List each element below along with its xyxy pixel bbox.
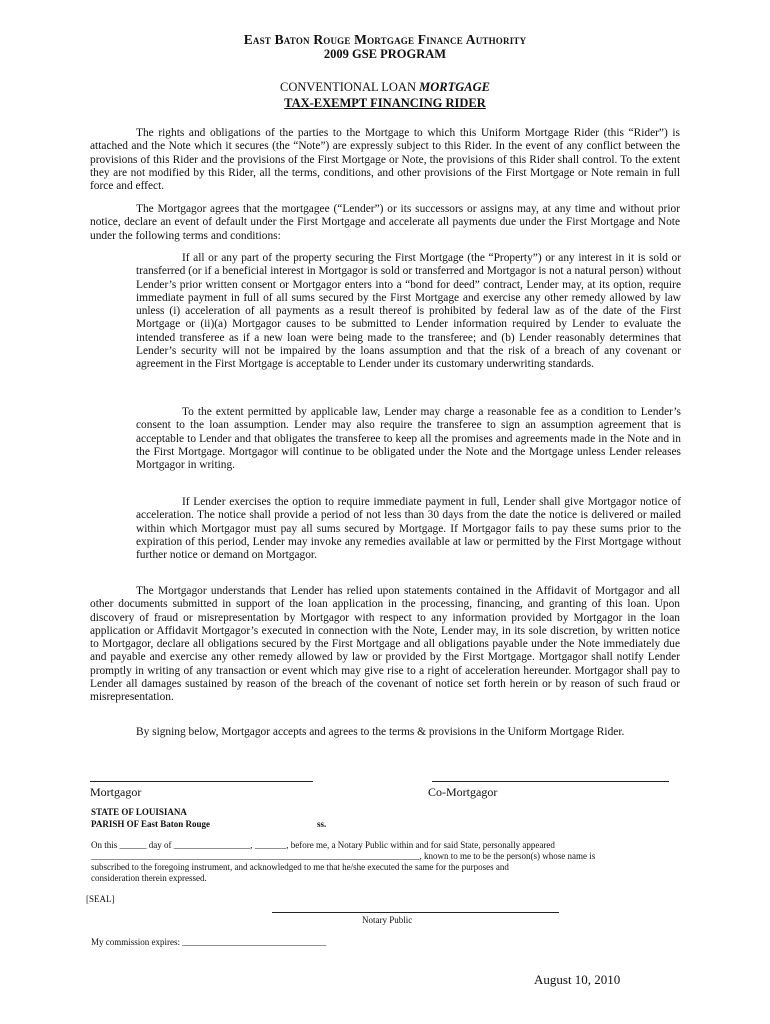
co-mortgagor-label: Co-Mortgagor	[428, 785, 498, 799]
authority-title: East Baton Rouge Mortgage Finance Authority	[243, 32, 527, 47]
notary-signature-line[interactable]	[272, 912, 559, 913]
notary-public-label: Notary Public	[362, 915, 413, 925]
notary-state: STATE OF LOUISIANA	[91, 807, 187, 817]
notary-text-line-4: consideration therein expressed.	[91, 873, 207, 883]
paragraph-assumption-fee: To the extent permitted by applicable law, Lender may charge a reasonable fee as a condition to Lender’s consent to the loan assumption. Lender may also require the transferee to sign an assumption agreement that is acceptable to Lender and that obligates the transferee to keep all the promises and agreements made in the Note and in the First Mortgage. Mortgagor will continue to be obligated under the Note and the Mortgage unless Lender releases Mortgagor in writing.	[136, 406, 681, 472]
notary-text-line-3: subscribed to the foregoing instrument, and acknowledged to me that he/she executed the same for the purposes and	[91, 862, 509, 872]
notary-parish: PARISH OF East Baton Rouge	[91, 819, 211, 829]
loan-type-italic: MORTGAGE	[419, 80, 490, 94]
program-title: 2009 GSE PROGRAM	[323, 47, 447, 61]
seal-label: [SEAL]	[86, 894, 115, 904]
paragraph-signing: By signing below, Mortgagor accepts and agrees to the terms & provisions in the Uniform Mortgage Rider.	[136, 726, 625, 738]
paragraph-rights: The rights and obligations of the parties to the Mortgage to which this Uniform Mortgage Rider (this “Rider”) is attached and the Note which it secures (the “Note”) are expressly subject to this Rider. In the event of any conflict between the provisions of this Rider and the provisions of the First Mortgage or Note, the provisions of this Rider shall control. To the extent they are not modified by this Rider, all the terms, conditions, and other provisions of the First Mortgage or Note remain in full force and effect.	[90, 127, 680, 193]
paragraph-fraud: The Mortgagor understands that Lender has relied upon statements contained in the Affidavit of Mortgagor and all other documents submitted in support of the loan application in the processing, financing, and granting of this loan. Upon discovery of fraud or misrepresentation by Mortgagor with respect to any information provided by Mortgagor in the loan application or Affidavit Mortgagor’s executed in connection with the Note, Lender may, in its sole discretion, by written notice to Mortgagor, declare all obligations secured by the First Mortgage and all obligations payable under the Note immediately due and payable and exercise any other remedy allowed by law or provided by the First Mortgage. Mortgagor shall notify Lender promptly in writing of any transaction or event which may give rise to a right of acceleration hereunder. Mortgagor shall pay to Lender all damages sustained by reason of the breach of the covenant of notice set forth herein or by reason of such fraud or misrepresentation.	[90, 585, 680, 704]
commission-expires: My commission expires: ________________________________	[91, 937, 327, 947]
document-date: August 10, 2010	[534, 972, 621, 987]
paragraph-agreement: The Mortgagor agrees that the mortgagee (“Lender”) or its successors or assigns may, at any time and without prior notice, declare an event of default under the First Mortgage and accelerate all payments due under the First Mortgage and Note under the following terms and conditions:	[90, 203, 680, 242]
notary-text-line-1: On this ______ day of _________________, _______, before me, a Notary Public within and for said State, personally appeared	[91, 840, 555, 850]
paragraph-transfer: If all or any part of the property securing the First Mortgage (the “Property”) or any interest in it is sold or transferred (or if a beneficial interest in Mortgagor is sold or transferred and Mortgagor is not a natural person) without Lender’s prior written consent or Mortgagor enters into a “bond for deed” contract, Lender may, at its option, require immediate payment in full of all sums secured by the First Mortgage and exercise any other remedy allowed by law unless (i) acceleration of all payments as a result thereof is prohibited by federal law as of the date of the First Mortgage or (ii)(a) Mortgagor causes to be submitted to Lender information required by Lender to evaluate the intended transferee as if a new loan were being made to the transferee; and (b) Lender reasonably determines that Lender’s security will not be impaired by the loans assumption and that the risk of a breach of any covenant or agreement in the First Mortgage is acceptable to Lender under its customary underwriting standards.	[136, 252, 681, 371]
notary-ss: ss.	[317, 819, 327, 829]
co-mortgagor-signature-line[interactable]	[432, 781, 669, 782]
paragraph-acceleration-notice: If Lender exercises the option to require immediate payment in full, Lender shall give Mortgagor notice of acceleration. The notice shall provide a period of not less than 30 days from the date the notice is delivered or mailed within which Mortgagor must pay all sums secured by Mortgage. If Mortgagor fails to pay these sums prior to the expiration of this period, Lender may invoke any remedies available at law or permitted by the First Mortgage without further notice or demand on Mortgagor.	[136, 496, 681, 562]
loan-type-title	[0, 80, 770, 95]
rider-title: TAX-EXEMPT FINANCING RIDER	[284, 96, 486, 110]
mortgagor-signature-line[interactable]	[90, 781, 313, 782]
notary-text-line-2: _________________________________________________________________________, known to me to be the person(s) whose name is	[91, 851, 596, 861]
loan-type-prefix: CONVENTIONAL LOAN	[280, 80, 420, 94]
mortgagor-label: Mortgagor	[90, 785, 142, 799]
